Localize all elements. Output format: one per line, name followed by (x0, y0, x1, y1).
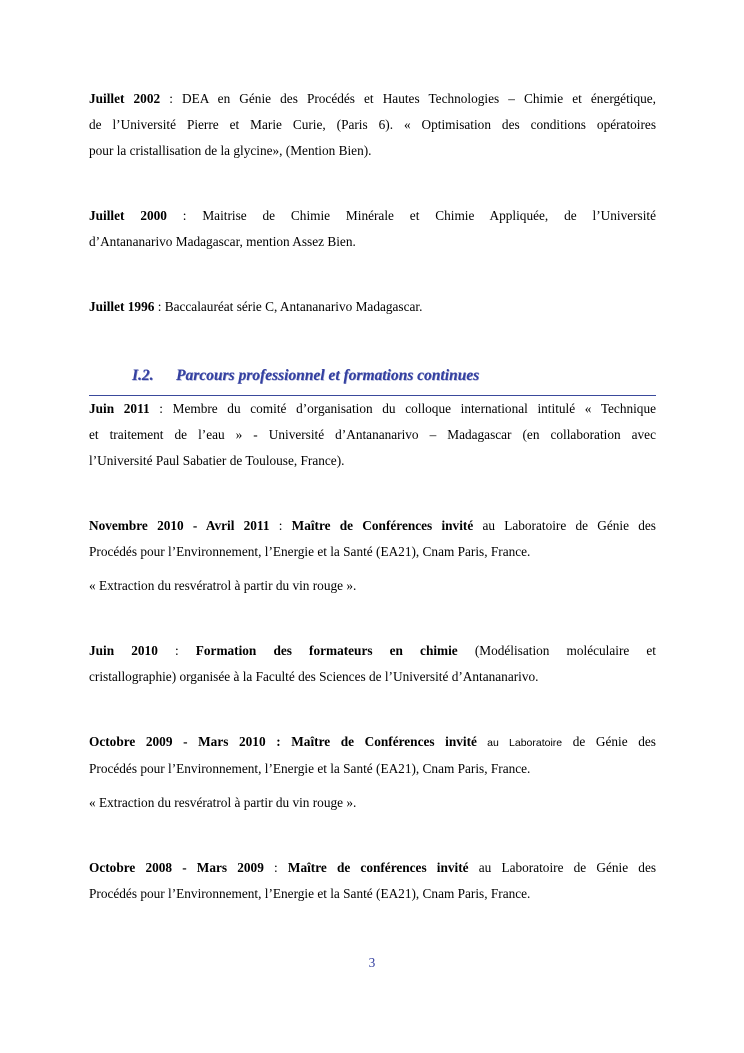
page-number: 3 (368, 955, 376, 970)
entry-line (89, 138, 656, 164)
entry-line (89, 422, 656, 448)
separator (281, 734, 292, 749)
entry-text: au Laboratoire de Génie des (473, 518, 656, 533)
entry-text: d’Antananarivo Madagascar, mention Assez Bien. (89, 234, 356, 249)
entry-text: « Extraction du resvératrol à partir du vin rouge ». (89, 795, 357, 810)
separator: : (263, 860, 288, 875)
separator: : (149, 401, 173, 416)
entry-line (89, 664, 656, 690)
document-page (89, 86, 656, 907)
entry-line (89, 539, 656, 565)
entry-role: Maître de conférences invité (287, 860, 469, 875)
entry-line (89, 729, 656, 756)
entry-line (89, 513, 656, 539)
entry-text: (Modélisation moléculaire et (457, 643, 657, 658)
entry-line (89, 203, 656, 229)
entry-text: au Laboratoire de Génie des (468, 860, 657, 875)
entry-text: au Laboratoire (476, 737, 563, 749)
entry-line (89, 638, 656, 664)
entry-text: Maitrise de Chimie Minérale et Chimie Appliquée, de l’Université (202, 208, 657, 223)
entry-date: Novembre 2010 - Avril 2011 (89, 518, 270, 533)
entry-text: cristallographie) organisée à la Faculté des Sciences de l’Université d’Antananarivo. (89, 669, 539, 684)
entry-date: Juin 2010 (89, 643, 158, 658)
entry-text: Baccalauréat série C, Antananarivo Madagascar. (164, 299, 423, 314)
entry-line (89, 790, 656, 816)
entry-date: Juillet 2002 (89, 91, 161, 106)
entry-date: Octobre 2008 - Mars 2009 (89, 860, 264, 875)
entry-text: de Génie des (562, 734, 656, 749)
entry-text: Membre du comité d’organisation du colloque international intitulé « Technique (172, 401, 657, 416)
section-title: Parcours professionnel et formations continues (176, 367, 480, 384)
entry-line (89, 448, 656, 474)
entry-line (89, 881, 656, 907)
entry-line (89, 855, 656, 881)
entry-date: Octobre 2009 - Mars 2010 : (89, 734, 281, 749)
entry-role: Formation des formateurs en chimie (195, 643, 458, 658)
entry-role: Maître de Conférences invité (291, 734, 477, 749)
entry-text: DEA en Génie des Procédés et Hautes Technologies – Chimie et énergétique, (182, 91, 657, 106)
separator: : (166, 208, 203, 223)
entry-line (89, 112, 656, 138)
entry-text: Procédés pour l’Environnement, l’Energie et la Santé (EA21), Cnam Paris, France. (89, 761, 531, 776)
separator: : (157, 643, 196, 658)
separator: : (269, 518, 292, 533)
entry-date: Juin 2011 (89, 401, 150, 416)
entry-text: pour la cristallisation de la glycine», (Mention Bien). (89, 143, 372, 158)
entry-line (89, 229, 656, 255)
entry-text: et traitement de l’eau » - Université d’Antananarivo – Madagascar (en collaboration avec (89, 427, 656, 442)
entry-text: de l’Université Pierre et Marie Curie, (Paris 6). « Optimisation des conditions opératoires (89, 117, 656, 132)
entry-line (89, 396, 656, 422)
entry-line (89, 86, 656, 112)
entry-role: Maître de Conférences invité (291, 518, 474, 533)
entry-date: Juillet 2000 (89, 208, 167, 223)
entry-text: Procédés pour l’Environnement, l’Energie et la Santé (EA21), Cnam Paris, France. (89, 544, 531, 559)
separator: : (160, 91, 182, 106)
entry-line (89, 756, 656, 782)
separator: : (154, 299, 165, 314)
entry-text: l’Université Paul Sabatier de Toulouse, France). (89, 453, 345, 468)
entry-date: Juillet 1996 (89, 299, 155, 314)
section-number: I.2. (132, 367, 154, 384)
entry-line (89, 294, 656, 320)
entry-text: « Extraction du resvératrol à partir du vin rouge ». (89, 578, 357, 593)
entry-line (89, 573, 656, 599)
section-heading (89, 363, 656, 396)
entry-text: Procédés pour l’Environnement, l’Energie et la Santé (EA21), Cnam Paris, France. (89, 886, 531, 901)
